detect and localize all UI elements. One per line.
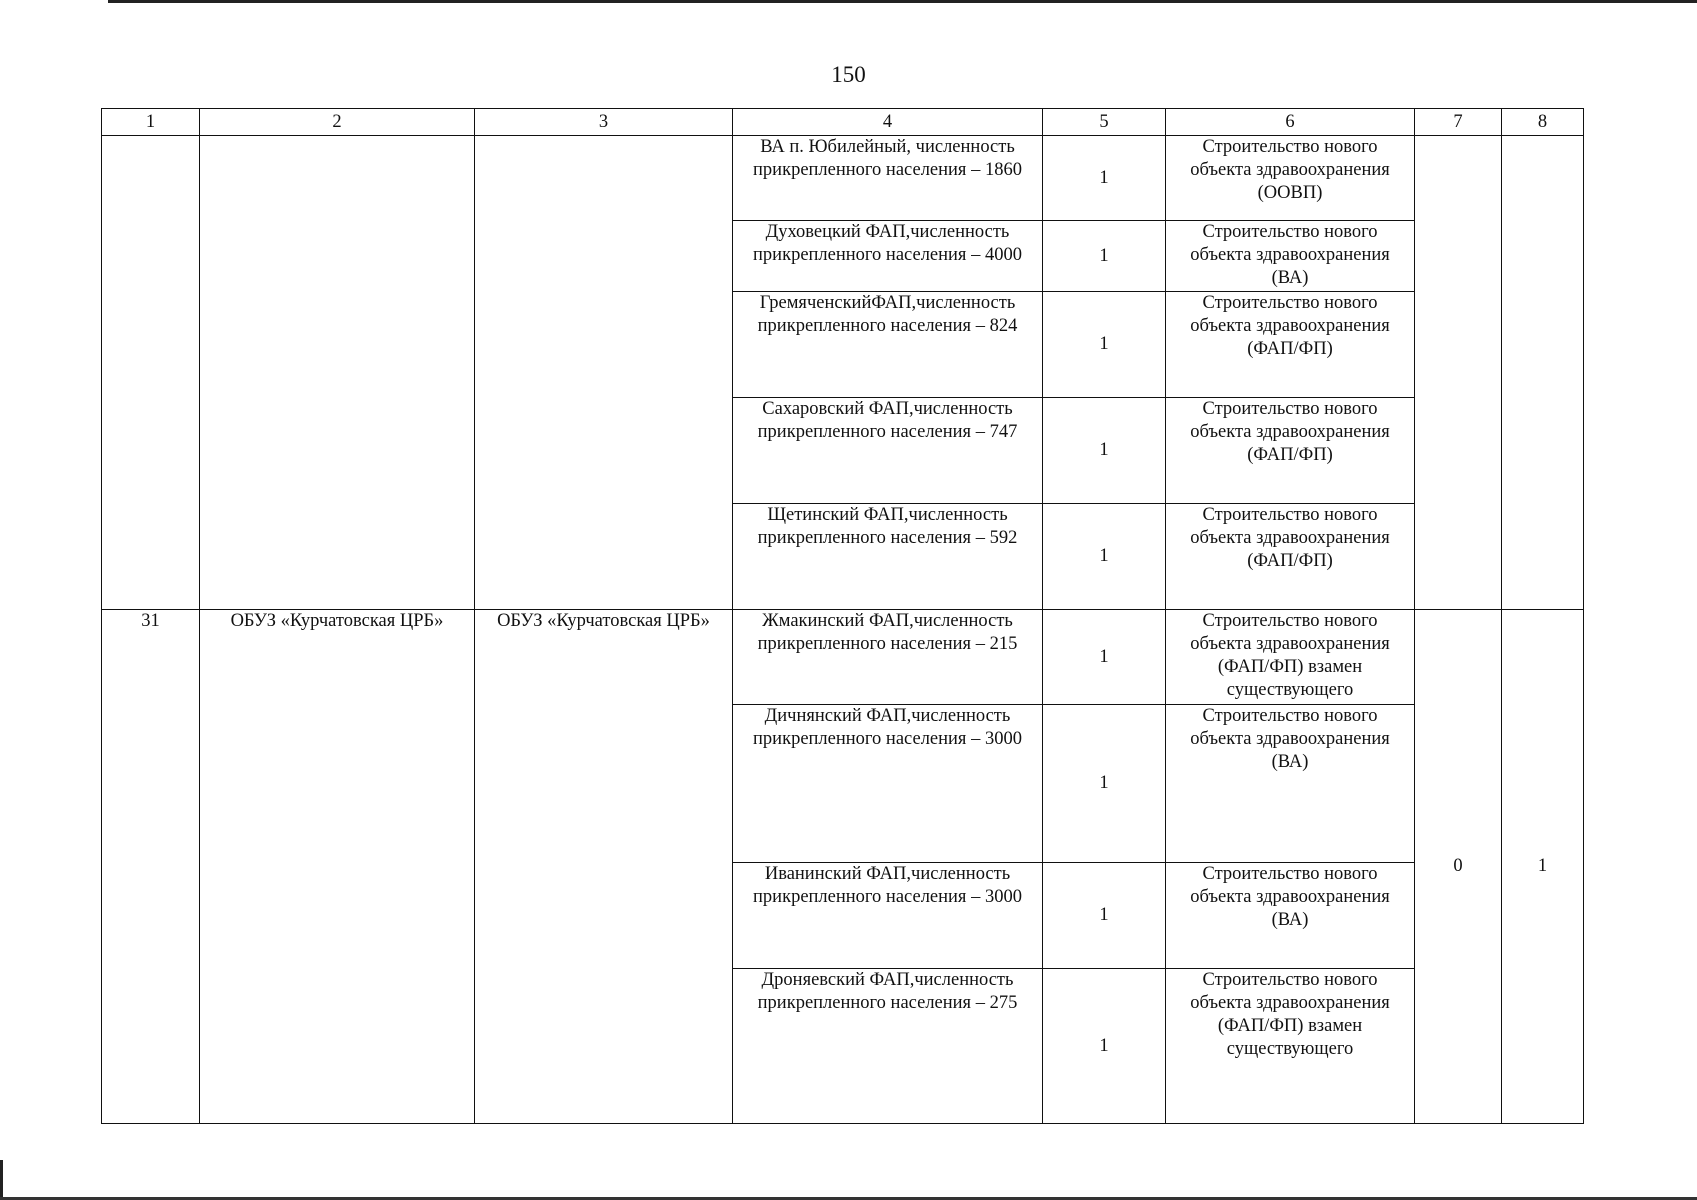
cell-facility: Сахаровский ФАП,численность прикрепленного населения – 747 — [733, 398, 1043, 504]
cell-col8-empty — [1502, 136, 1584, 610]
cell-facility: ВА п. Юбилейный, численность прикрепленного населения – 1860 — [733, 136, 1043, 221]
header-row — [102, 109, 1584, 136]
cell-count: 1 — [1043, 136, 1166, 221]
cell-facility: ГремяченскийФАП,численность прикрепленного населения – 824 — [733, 292, 1043, 398]
cell-action: Строительство нового объекта здравоохранения (ООВП) — [1166, 136, 1415, 221]
cell-action: Строительство нового объекта здравоохранения (ФАП/ФП) — [1166, 292, 1415, 398]
cell-facility: Дичнянский ФАП,численность прикрепленного населения – 3000 — [733, 705, 1043, 863]
column-header: 5 — [1043, 109, 1166, 136]
cell-facility: Жмакинский ФАП,численность прикрепленного населения – 215 — [733, 610, 1043, 705]
cell-count: 1 — [1043, 705, 1166, 863]
cell-action: Строительство нового объекта здравоохранения (ФАП/ФП) взамен существующего — [1166, 969, 1415, 1124]
cell-number-empty — [102, 136, 200, 610]
column-header: 7 — [1415, 109, 1502, 136]
cell-col8: 1 — [1502, 610, 1584, 1124]
cell-count: 1 — [1043, 863, 1166, 969]
cell-action: Строительство нового объекта здравоохранения (ФАП/ФП) — [1166, 504, 1415, 610]
cell-action: Строительство нового объекта здравоохранения (ФАП/ФП) — [1166, 398, 1415, 504]
scan-edge-left — [0, 1160, 3, 1200]
cell-facility: Иванинский ФАП,численность прикрепленного населения – 3000 — [733, 863, 1043, 969]
table-row — [102, 136, 1584, 221]
cell-count: 1 — [1043, 969, 1166, 1124]
scan-edge-top — [108, 0, 1697, 3]
column-header: 1 — [102, 109, 200, 136]
column-header: 2 — [200, 109, 475, 136]
cell-count: 1 — [1043, 292, 1166, 398]
cell-institution-empty — [475, 136, 733, 610]
column-header: 3 — [475, 109, 733, 136]
cell-col7-empty — [1415, 136, 1502, 610]
cell-institution: ОБУЗ «Курчатовская ЦРБ» — [475, 610, 733, 1124]
cell-count: 1 — [1043, 221, 1166, 292]
cell-facility: Духовецкий ФАП,численность прикрепленного населения – 4000 — [733, 221, 1043, 292]
cell-organization: ОБУЗ «Курчатовская ЦРБ» — [200, 610, 475, 1124]
cell-count: 1 — [1043, 398, 1166, 504]
page-number: 150 — [831, 62, 866, 87]
cell-action: Строительство нового объекта здравоохранения (ВА) — [1166, 863, 1415, 969]
table-row — [102, 610, 1584, 705]
cell-action: Строительство нового объекта здравоохранения (ВА) — [1166, 705, 1415, 863]
cell-number: 31 — [102, 610, 200, 1124]
cell-organization-empty — [200, 136, 475, 610]
column-header: 4 — [733, 109, 1043, 136]
column-header: 8 — [1502, 109, 1584, 136]
cell-facility: Дроняевский ФАП,численность прикрепленного населения – 275 — [733, 969, 1043, 1124]
cell-action: Строительство нового объекта здравоохранения (ВА) — [1166, 221, 1415, 292]
column-header: 6 — [1166, 109, 1415, 136]
data-table — [101, 108, 1584, 1124]
cell-action: Строительство нового объекта здравоохранения (ФАП/ФП) взамен существующего — [1166, 610, 1415, 705]
cell-count: 1 — [1043, 504, 1166, 610]
cell-count: 1 — [1043, 610, 1166, 705]
cell-col7: 0 — [1415, 610, 1502, 1124]
cell-facility: Щетинский ФАП,численность прикрепленного населения – 592 — [733, 504, 1043, 610]
